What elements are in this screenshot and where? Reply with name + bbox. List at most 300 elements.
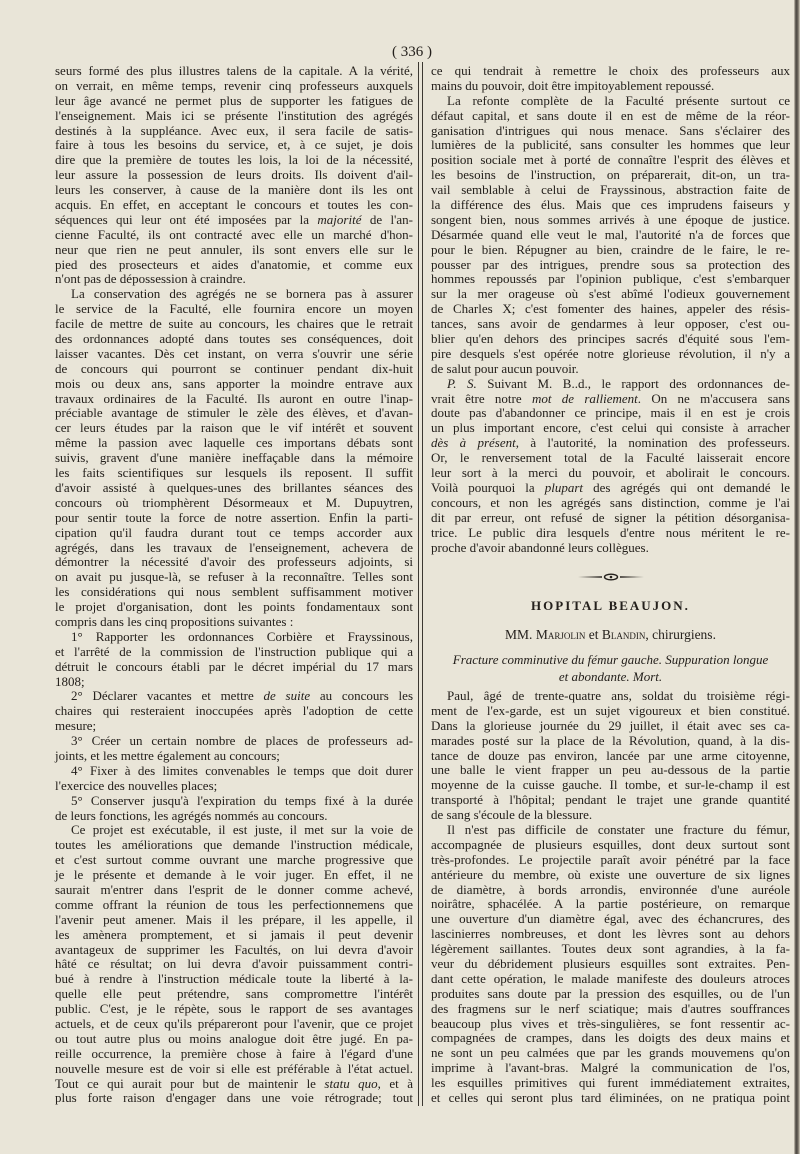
- text-line: [431, 198, 790, 213]
- column-rule: [418, 62, 423, 1106]
- line-text: de Charles X; c'est fomenter des haines, appeler des résis-: [431, 301, 790, 317]
- text-line: [431, 808, 790, 823]
- text-run: . On ne m'accusera sans: [637, 390, 790, 406]
- line-text: détruit le concours établi par le décret impérial du 17 mars: [55, 658, 413, 674]
- line-text: laisser vacantes. Dès cet instant, on verra s'ouvrir une série: [55, 345, 413, 361]
- surgeon-name: Blandin,: [601, 627, 649, 642]
- text-line: [55, 451, 413, 466]
- line-text: produites sans doute par la pression des esquilles, ou de l'un: [431, 985, 790, 1001]
- text-line: [55, 392, 413, 407]
- line-text: ou tout autre plus ou moins analogue doit être jugé. En pa-: [55, 1030, 413, 1046]
- case-title-line: et abondante. Mort.: [558, 668, 663, 684]
- text-run: séquences qui leur ont été imposées par la: [55, 211, 318, 227]
- line-text: Ce projet est exécutable, il est juste, il met sur la voie de: [71, 822, 413, 838]
- text-line: [55, 928, 413, 943]
- line-text: dire que la première de toutes les lois, la loi de la nécessité,: [55, 152, 413, 168]
- line-text: La refonte complète de la Faculté présente surtout ce: [447, 92, 790, 108]
- line-text: pire desquels s'est opérée notre glorieuse révolution, il n'y a: [431, 345, 790, 361]
- text-line: [55, 987, 413, 1002]
- paragraph: [55, 764, 413, 794]
- line-text: acquis. En effet, en acceptant le concours et toutes les con-: [55, 197, 413, 213]
- line-text: Désarmée quand elle veut le mal, l'autorité n'a de forces que: [431, 226, 790, 242]
- line-text: toutes les améliorations que demande l'instruction médicale,: [55, 837, 413, 853]
- text-line: [431, 153, 790, 168]
- text-line: [431, 332, 790, 347]
- line-text: tance de douze pas environ, lancée par une arme citoyenne,: [431, 747, 790, 763]
- line-text: saurait m'entrer dans l'esprit de le donner comme achevé,: [55, 881, 413, 897]
- line-text: seurs formé des plus illustres talens de la capitale. A la vérité,: [55, 63, 413, 78]
- line-text: de sang s'écoule de la blessure.: [431, 807, 593, 823]
- line-text: La conservation des agrégés ne se bornera pas à assurer: [71, 286, 413, 302]
- line-text: comme offrant la réunion de tous les perfectionnemens que: [55, 896, 413, 912]
- text-line: [55, 496, 413, 511]
- text-line: [55, 362, 413, 377]
- line-text: Il n'est pas difficile de constater une fracture du fémur,: [447, 822, 790, 838]
- text-line: [431, 957, 790, 972]
- text-run: , et à: [377, 1075, 413, 1091]
- text-line: [55, 585, 413, 600]
- line-text: [55, 212, 413, 227]
- text-line: [431, 272, 790, 287]
- line-text: ganisation d'intrigues qui nous menace. Sans s'éclairer des: [431, 122, 790, 138]
- text-line: [55, 511, 413, 526]
- text-line: [431, 243, 790, 258]
- text-line: [55, 898, 413, 913]
- surgeons-role: chirurgiens.: [652, 627, 716, 642]
- text-line: [55, 183, 413, 198]
- text-line: [55, 377, 413, 392]
- text-line: [55, 809, 413, 824]
- text-line: [55, 526, 413, 541]
- surgeon-name: Marjolin: [535, 627, 586, 642]
- line-text: concours, et non les agrégés sans distinction, comme je l'ai: [431, 494, 790, 510]
- text-line: [431, 778, 790, 793]
- line-text: destinés à la suppléance. Avec eux, il sera facile de satis-: [55, 122, 413, 138]
- line-text: n'ont pas de dépossession à craindre.: [55, 271, 246, 287]
- line-text: 5° Conserver jusqu'à l'expiration du temps fixé à la durée: [71, 792, 413, 808]
- line-text: sur la mer orageuse où s'est abîmé l'odieux gouvernement: [431, 286, 790, 302]
- text-line: [431, 868, 790, 883]
- text-line: [55, 347, 413, 362]
- line-text: trice. Le public dira lesquels d'entre nous méritent le re-: [431, 524, 790, 540]
- section-heading: HOPITAL BEAUJON.: [531, 598, 690, 613]
- line-text: facile de mettre de suite au concours, les chaires que le retrait: [55, 316, 413, 332]
- line-text: concours où triomphèrent Désormeaux et M. Dupuytren,: [55, 494, 413, 510]
- text-line: [55, 645, 413, 660]
- line-text: pied des prosecteurs et aides d'anatomie, et comme eux: [55, 256, 413, 272]
- paragraph: [431, 377, 790, 556]
- text-line: [431, 1061, 790, 1076]
- text-line: [55, 228, 413, 243]
- page-edge-shadow: [794, 0, 800, 1154]
- line-text: dant cette opération, le malade manifeste des douleurs atroces: [431, 970, 790, 986]
- line-text: mesure;: [55, 718, 97, 734]
- text-line: [431, 302, 790, 317]
- paragraph: [55, 287, 413, 629]
- text-line: [431, 377, 790, 392]
- text-run: des agrégés qui ont demandé le: [583, 479, 790, 495]
- text-line: [55, 749, 413, 764]
- text-line: [431, 124, 790, 139]
- emphasis-text: statu quo: [324, 1075, 378, 1091]
- text-line: [431, 763, 790, 778]
- line-text: lumières de la publicité, sans consulter les hommes que leur: [431, 137, 790, 153]
- line-text: compris dans les cinq propositions suivantes :: [55, 613, 294, 629]
- text-line: [55, 630, 413, 645]
- line-text: compagnées de crampes, dans les doigts des deux mains et: [431, 1030, 790, 1046]
- line-text: leur âge avancé ne permet plus de supporter les fatigues de: [55, 92, 413, 108]
- ornament-divider: [576, 572, 646, 582]
- text-line: [55, 600, 413, 615]
- text-line: [431, 719, 790, 734]
- line-text: dit par erreur, ont refusé de signer la pétition désorganisa-: [431, 509, 790, 525]
- line-text: bué à rendre à l'instruction médicale toute la liberté à la-: [55, 971, 413, 987]
- text-line: [431, 689, 790, 704]
- line-text: songent bien, nous sommes arrivés à une époque de justice.: [431, 211, 790, 227]
- text-line: [55, 719, 413, 734]
- text-line: [431, 436, 790, 451]
- text-line: [431, 853, 790, 868]
- text-line: [55, 838, 413, 853]
- text-run: de l'an-: [361, 211, 413, 227]
- paragraph: [55, 823, 413, 1106]
- line-text: joints, et les mettre également au concours;: [55, 747, 280, 763]
- paragraph: [55, 64, 413, 287]
- text-line: [431, 1017, 790, 1032]
- text-line: [55, 258, 413, 273]
- text-line: [55, 943, 413, 958]
- line-text: l'exercice des nouvelles places;: [55, 777, 218, 793]
- line-text: pousser par des intrigues, prendre sous sa protection des: [431, 256, 790, 272]
- line-text: mois ou deux ans, sans apporter la moindre entrave aux: [55, 375, 413, 391]
- page-number: ( 336 ): [392, 44, 432, 60]
- text-line: [431, 927, 790, 942]
- line-text: imprime à l'avant-bras. Malgré la communication de l'os,: [431, 1060, 790, 1076]
- text-line: [431, 481, 790, 496]
- text-line: [55, 436, 413, 451]
- text-line: [431, 258, 790, 273]
- line-text: et celles qui seront plus tard éliminées, on ne pratiqua point: [431, 1090, 790, 1106]
- text-line: [55, 957, 413, 972]
- line-text: des fragmens sur le nerf sciatique; mais d'autres souffrances: [431, 1000, 790, 1016]
- line-text: je le présente et demande à le voir juger. En effet, il ne: [55, 867, 413, 883]
- text-line: [431, 287, 790, 302]
- text-line: [55, 615, 413, 630]
- line-text: Or, le renversement total de la Faculté laisserait encore: [431, 450, 790, 466]
- text-line: [431, 1091, 790, 1106]
- text-line: [431, 64, 790, 79]
- line-text: des ordonnances adopté dans toutes ses conséquences, doit: [55, 331, 413, 347]
- text-line: [431, 168, 790, 183]
- text-line: [431, 183, 790, 198]
- text-line: [55, 675, 413, 690]
- text-line: [55, 794, 413, 809]
- text-line: [431, 793, 790, 808]
- text-line: [431, 942, 790, 957]
- line-text: cipation qu'il faudra durant tout ce temps accorder aux: [55, 524, 413, 540]
- line-text: transporté à l'hôpital; pendant le trajet une grande quantité: [431, 792, 790, 808]
- line-text: chaires qui resteraient inoccupées après l'adoption de cette: [55, 703, 413, 719]
- line-text: et l'arrêté de la commission de l'instruction publique qui a: [55, 643, 413, 659]
- text-line: [431, 704, 790, 719]
- line-text: agrégés, dans les travaux de l'enseignement, achevera de: [55, 539, 413, 555]
- text-line: [55, 243, 413, 258]
- text-run: Suivant M. B..d., le rapport des ordonnances de-: [476, 375, 790, 391]
- text-line: [55, 302, 413, 317]
- line-text: les faits scientifiques sur lesquels ils reposent. Il suffit: [55, 465, 413, 481]
- line-text: faire à tous les besoins du service, et, à ce sujet, je dois: [55, 137, 413, 153]
- paragraph: [55, 734, 413, 764]
- line-text: [55, 1076, 413, 1091]
- line-text: de leurs fonctions, les agrégés nommés au concours.: [55, 807, 328, 823]
- text-line: [431, 362, 790, 377]
- line-text: Dans la glorieuse journée du 29 juillet, il était avec ses ca-: [431, 717, 790, 733]
- line-text: la différence des élus. Mais que ces imprudens faiseurs y: [431, 197, 790, 213]
- line-text: cer leurs études par la raison que le vif intérêt et souvent: [55, 420, 413, 436]
- line-text: public. C'est, je le répète, sous le rapport de ses avantages: [55, 1001, 413, 1017]
- line-text: actuels, et de ceux qu'ils prépareront pour l'avenir, que ce projet: [55, 1016, 413, 1031]
- text-line: [55, 1032, 413, 1047]
- text-line: [55, 64, 413, 79]
- emphasis-text: plupart: [544, 479, 584, 495]
- text-line: [431, 466, 790, 481]
- line-text: [431, 435, 790, 450]
- text-line: [431, 897, 790, 912]
- line-text: les amènera promptement, et si jamais il peut devenir: [55, 926, 413, 942]
- line-text: préciable avantage de stimuler le zèle des élèves, et d'avan-: [55, 405, 413, 421]
- line-text: cienne Faculté, ils ont contracté avec elle un marché d'hon-: [55, 226, 413, 242]
- case-title-line: Fracture comminutive du fémur gauche. Suppuration longue: [452, 652, 769, 667]
- text-line: [431, 541, 790, 556]
- line-text: noirâtre, sphacélée. A la partie postérieure, on remarque: [431, 896, 790, 912]
- text-line: [55, 570, 413, 585]
- line-text: et c'est surtout comme ouvrant une marche progressive que: [55, 852, 413, 868]
- left-column: [55, 64, 413, 1106]
- text-line: [55, 555, 413, 570]
- text-line: [431, 317, 790, 332]
- line-text: antérieure du membre, où existe une ouverture de six lignes: [431, 866, 790, 882]
- line-text: 1° Rapporter les ordonnances Corbière et Frayssinous,: [71, 628, 413, 644]
- line-text: blier qu'en dehors des principes sacrés d'équité sous l'em-: [431, 331, 790, 347]
- line-text: quelle elle peut prétendre, sans compromettre l'intérêt: [55, 986, 413, 1002]
- text-line: [55, 734, 413, 749]
- text-line: [55, 79, 413, 94]
- line-text: suivis, gravent d'une manière ineffaçable dans la mémoire: [55, 450, 413, 466]
- text-line: [55, 481, 413, 496]
- line-text: avantageux de supprimer les Facultés, on lui devra d'avoir: [55, 941, 413, 957]
- text-line: [431, 1002, 790, 1017]
- text-line: [431, 228, 790, 243]
- line-text: veur du débridement plusieurs esquilles sont extraites. Pen-: [431, 956, 790, 972]
- right-column-text: [431, 64, 790, 555]
- line-text: les considérations qui nous semblent suffisamment motiver: [55, 584, 413, 600]
- text-line: [55, 272, 413, 287]
- line-text: mains du pouvoir, doit être impitoyablement repoussé.: [431, 77, 715, 93]
- line-text: beaucoup plus vives et très-singulières, se font ressentir ac-: [431, 1015, 790, 1031]
- paragraph: [55, 689, 413, 734]
- text-line: [431, 912, 790, 927]
- line-text: pour sentir toute la force de notre assertion. Enfin la parti-: [55, 509, 413, 525]
- text-line: [55, 913, 413, 928]
- text-line: [431, 347, 790, 362]
- text-line: [55, 138, 413, 153]
- text-line: [55, 764, 413, 779]
- text-run: 2° Déclarer vacantes et mettre: [71, 688, 264, 704]
- text-line: [431, 213, 790, 228]
- text-line: [431, 1046, 790, 1061]
- text-line: [431, 496, 790, 511]
- line-text: proche d'avoir abandonné leurs collègues.: [431, 539, 649, 555]
- text-line: [55, 1047, 413, 1062]
- text-line: [431, 138, 790, 153]
- text-line: [55, 124, 413, 139]
- surgeons-joiner: et: [588, 627, 599, 642]
- text-line: [55, 421, 413, 436]
- text-line: [55, 853, 413, 868]
- text-line: [55, 868, 413, 883]
- text-line: [55, 541, 413, 556]
- text-line: [55, 689, 413, 704]
- paragraph: [431, 64, 790, 94]
- text-line: [431, 987, 790, 1002]
- text-line: [431, 94, 790, 109]
- line-text: vail semblable à celui de Frayssinous, abstraction faite de: [431, 182, 790, 198]
- line-text: 4° Fixer à des limites convenables le temps que doit durer: [71, 762, 413, 778]
- line-text: reille occurrence, la première chose à faire à l'égard d'une: [55, 1045, 413, 1061]
- text-line: [55, 168, 413, 183]
- line-text: 1808;: [55, 673, 85, 689]
- text-line: [55, 1077, 413, 1092]
- line-text: hommes repoussés par l'opinion publique, c'est s'embarquer: [431, 271, 790, 287]
- line-text: nouvelle mesure est de voir si elle est préférable à l'état actuel.: [55, 1060, 413, 1076]
- surgeons-label: MM.: [505, 627, 533, 642]
- line-text: de diamètre, à bords arrondis, environnée d'une auréole: [431, 881, 790, 897]
- text-line: [431, 526, 790, 541]
- line-text: leurs les conserver, à cause de la manière dont ils les ont: [55, 182, 413, 198]
- text-line: [431, 1031, 790, 1046]
- text-line: [55, 213, 413, 228]
- text-line: [55, 317, 413, 332]
- text-line: [431, 972, 790, 987]
- text-line: [55, 1017, 413, 1032]
- case-title: [431, 652, 790, 685]
- emphasis-text: mot de ralliement: [531, 390, 638, 406]
- line-text: moyenne de la cuisse gauche. Il tombe, et sur-le-champ il est: [431, 777, 790, 793]
- line-text: [431, 391, 790, 406]
- text-line: [431, 838, 790, 853]
- line-text: tances, sans avoir de gendarmes à leur opposer, c'est ou-: [431, 316, 790, 332]
- line-text: de salut pour aucun pouvoir.: [431, 360, 579, 376]
- line-text: de concours qui pourront se continuer pendant dix-huit: [55, 360, 413, 376]
- text-line: [55, 779, 413, 794]
- text-line: [55, 1002, 413, 1017]
- text-line: [431, 79, 790, 94]
- line-text: accompagnée de plusieurs esquilles, dont deux surtout sont: [431, 836, 790, 852]
- text-line: [431, 421, 790, 436]
- emphasis-text: de suite: [263, 688, 311, 704]
- text-line: [431, 511, 790, 526]
- paragraph: [431, 94, 790, 377]
- text-line: [55, 660, 413, 675]
- line-text: neur que rien ne peut annuler, ils sont envers elle sur le: [55, 241, 413, 257]
- line-text: [431, 480, 790, 495]
- text-run: Tout ce qui aurait pour but de maintenir le: [55, 1075, 325, 1091]
- line-text: même la passion avec laquelle ces importans débats sont: [55, 435, 413, 451]
- line-text: doute pas d'abandonner ce principe, mais il en est je crois: [431, 405, 790, 421]
- line-text: démontrer la nécessité d'avoir des professeurs adjoints, si: [55, 554, 413, 570]
- text-line: [431, 823, 790, 838]
- line-text: le service de la Faculté, elle fournira encore un moyen: [55, 301, 413, 317]
- text-line: [55, 823, 413, 838]
- text-line: [431, 749, 790, 764]
- line-text: ne sont un peu calmées que par les grands mouvemens qu'on: [431, 1045, 790, 1061]
- line-text: marades posté sur la place de la Révolution, quand, à la dis-: [431, 732, 790, 748]
- paragraph: [431, 823, 790, 1106]
- text-run: au concours les: [310, 688, 413, 704]
- line-text: position sociale met à porté de connaître l'esprit des élèves et: [431, 152, 790, 168]
- text-line: [55, 883, 413, 898]
- text-line: [55, 406, 413, 421]
- surgeons-line: [431, 627, 790, 643]
- line-text: 3° Créer un certain nombre de places de professeurs ad-: [71, 733, 413, 749]
- text-run: , à l'autorité, la nomination des professeurs.: [515, 435, 790, 451]
- line-text: leur assure la possession de leurs droits. Ils doivent d'ail-: [55, 167, 413, 183]
- text-line: [55, 109, 413, 124]
- line-text: ment de l'ex-garde, est un sujet vigoureux et bien constitué.: [431, 702, 790, 718]
- line-text: d'avoir assisté à quelques-unes des brillantes séances des: [55, 479, 413, 495]
- text-line: [431, 392, 790, 407]
- paragraph: [55, 794, 413, 824]
- line-text: [71, 688, 413, 703]
- line-text: très-profondes. Le projectile paraît avoir pénétré par la face: [431, 851, 790, 867]
- line-text: Paul, âgé de trente-quatre ans, soldat du troisième régi-: [447, 688, 790, 703]
- text-line: [55, 94, 413, 109]
- line-text: l'enseignement. Mais ici se présente l'institution des agrégés: [55, 107, 413, 123]
- line-text: une balle le vient frapper un peu au-dessous de la partie: [431, 762, 790, 778]
- line-text: on verrait, en même temps, revenir cinq professeurs auxquels: [55, 77, 413, 93]
- paragraph: [431, 689, 790, 823]
- line-text: les besoins de l'instruction, on préparerait, dit-on, un tra-: [431, 167, 790, 183]
- text-line: [55, 1062, 413, 1077]
- text-line: [55, 972, 413, 987]
- paragraph: [55, 630, 413, 690]
- line-text: un plus important encore, c'est celui qui consiste à arracher: [431, 420, 790, 436]
- text-line: [431, 406, 790, 421]
- line-text: lascinierres nombreuses, et dont les lèvres sont au dehors: [431, 926, 790, 942]
- line-text: [447, 376, 790, 391]
- line-text: l'avenir peut amener. Mais il les prépare, il les appelle, il: [55, 911, 413, 927]
- text-line: [431, 451, 790, 466]
- text-line: [55, 704, 413, 719]
- line-text: plus forte raison d'engager dans une voie rétrograde; tout: [55, 1090, 413, 1106]
- text-line: [431, 1076, 790, 1091]
- emphasis-text: dès à présent: [431, 435, 516, 451]
- text-line: [55, 466, 413, 481]
- text-line: [55, 153, 413, 168]
- line-text: le projet d'organisation, dont les points fondamentaux sont: [55, 599, 413, 615]
- line-text: hâté ce résultat; on lui devra d'avoir puissamment contri-: [55, 956, 413, 972]
- line-text: les esquilles primitives qui furent immédiatement extraites,: [431, 1075, 790, 1091]
- text-line: [55, 287, 413, 302]
- text-line: [55, 1091, 413, 1106]
- line-text: défaut capital, et sans doute il en est de même de la réor-: [431, 107, 790, 123]
- text-line: [55, 198, 413, 213]
- line-text: pour le bien. Répugner au bien, craindre de le faire, le re-: [431, 241, 790, 257]
- line-text: leur sort à la merci du pouvoir, et abolirait le concours.: [431, 465, 790, 481]
- text-line: [55, 332, 413, 347]
- emphasis-text: P. S.: [447, 375, 477, 391]
- text-line: [431, 883, 790, 898]
